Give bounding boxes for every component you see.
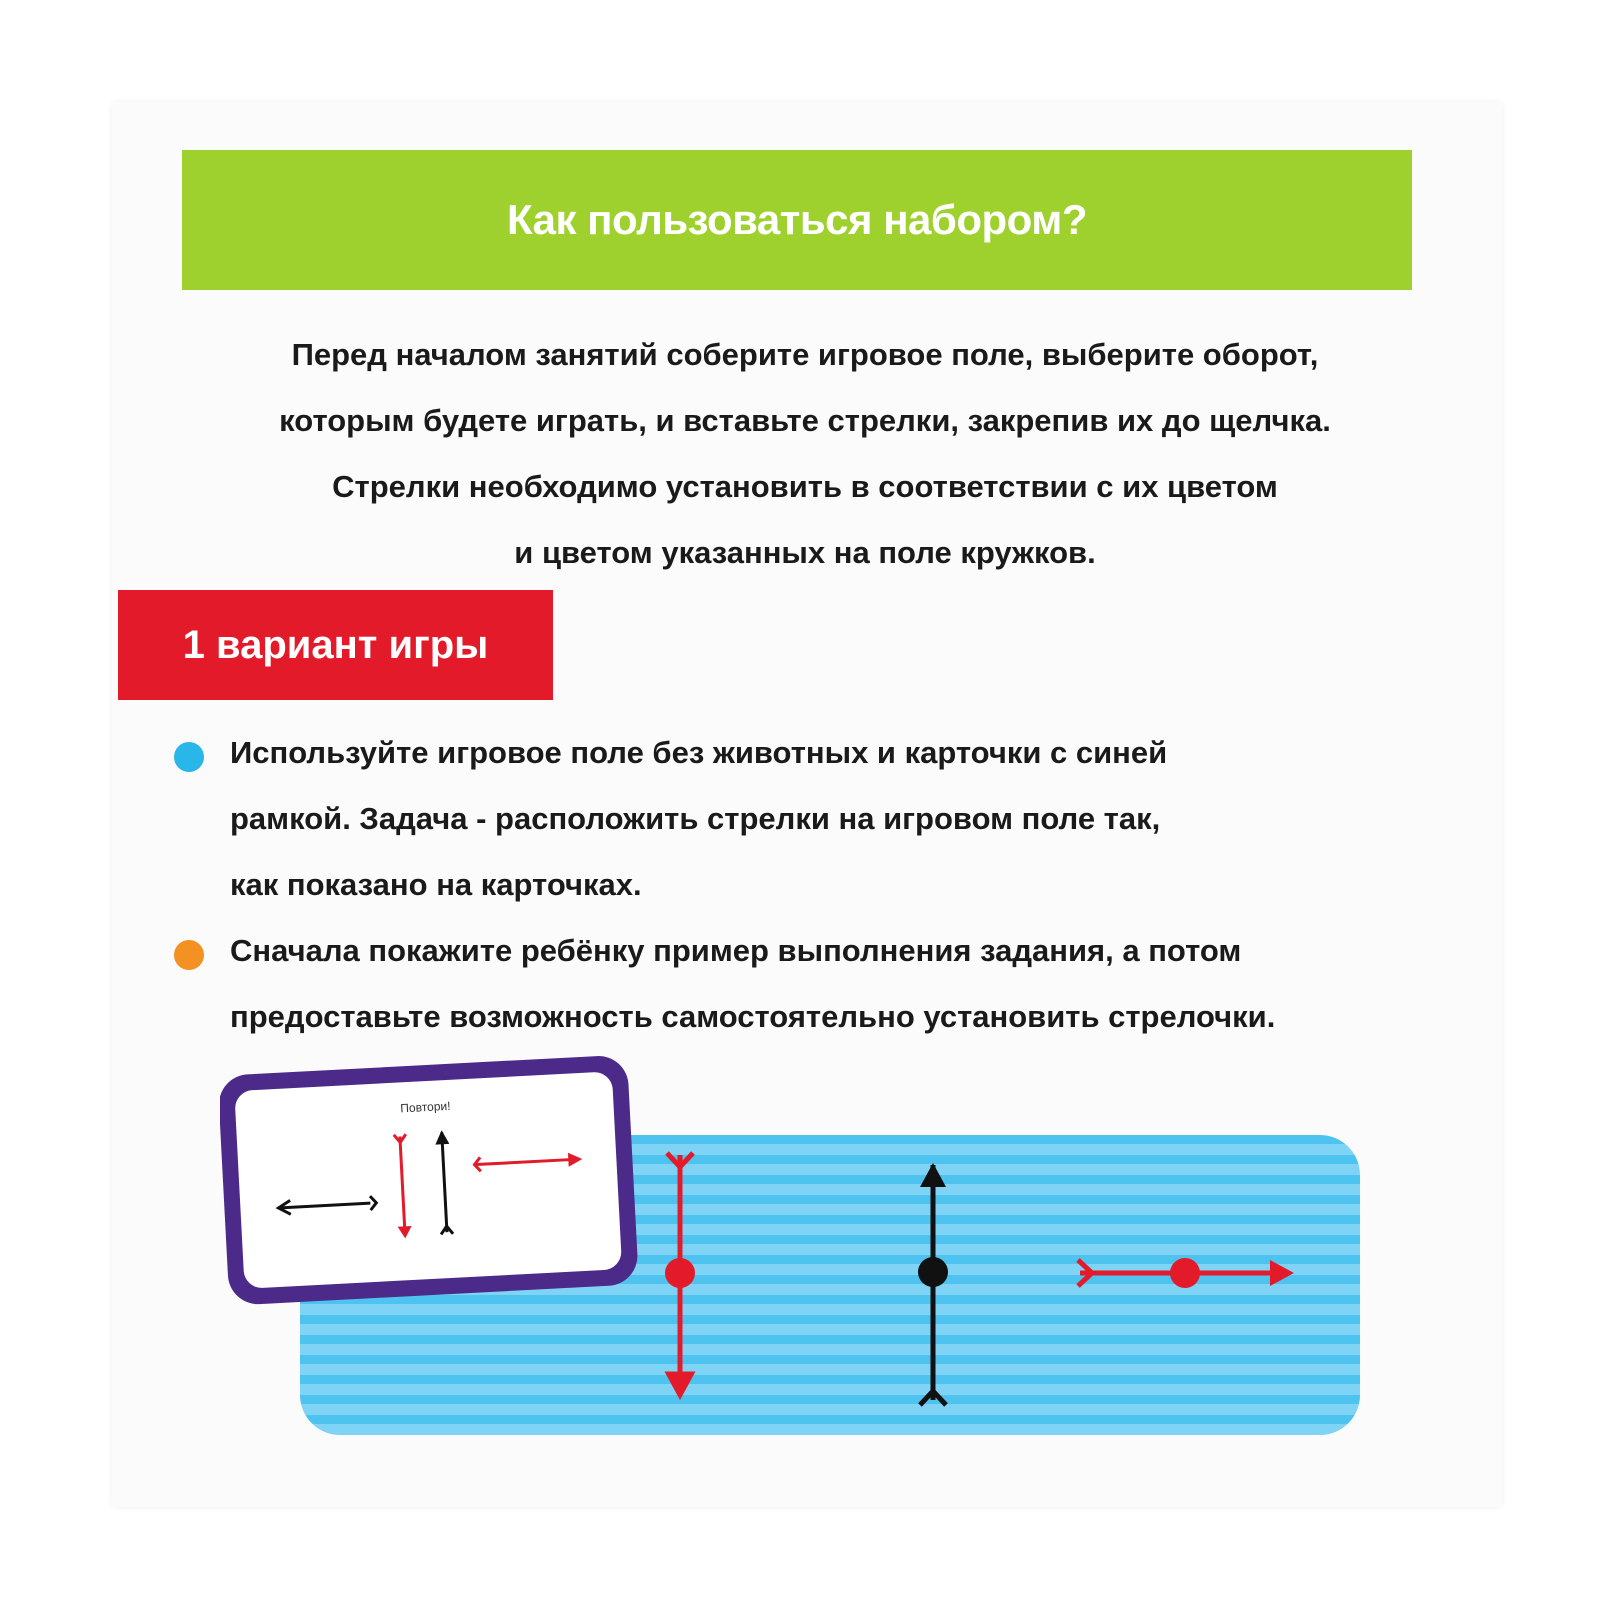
rule-line: Сначала покажите ребёнку пример выполнения задания, а потом [230, 933, 1242, 968]
page-title-banner [182, 150, 1412, 290]
rule-line: Используйте игровое поле без животных и карточки с синей [230, 735, 1168, 770]
rule-line: как показано на карточках. [230, 867, 642, 902]
rule-item [170, 720, 1460, 918]
rule-item [170, 918, 1460, 1050]
orange-bullet-icon [174, 940, 204, 970]
game-illustration-graphic [220, 1055, 1370, 1455]
blue-bullet-icon [174, 742, 204, 772]
page-title: Как пользоваться набором? [506, 196, 1087, 243]
intro-line: которым будете играть, и вставьте стрелки, закрепив их до щелчка. [279, 403, 1331, 438]
section-title-banner [118, 590, 553, 700]
intro-paragraph [150, 322, 1460, 586]
rule-line: предоставьте возможность самостоятельно установить стрелочки. [230, 999, 1276, 1034]
task-card [220, 1055, 639, 1306]
intro-line: Стрелки необходимо установить в соответствии с их цветом [332, 469, 1278, 504]
section-title: 1 вариант игры [182, 622, 489, 667]
rules-list [170, 720, 1460, 1050]
intro-line: и цветом указанных на поле кружков. [514, 535, 1096, 570]
intro-line: Перед началом занятий соберите игровое поле, выберите оборот, [291, 337, 1319, 372]
rule-line: рамкой. Задача - расположить стрелки на игровом поле так, [230, 801, 1161, 836]
game-illustration [220, 1055, 1370, 1455]
card-label: Повтори! [399, 1098, 451, 1116]
